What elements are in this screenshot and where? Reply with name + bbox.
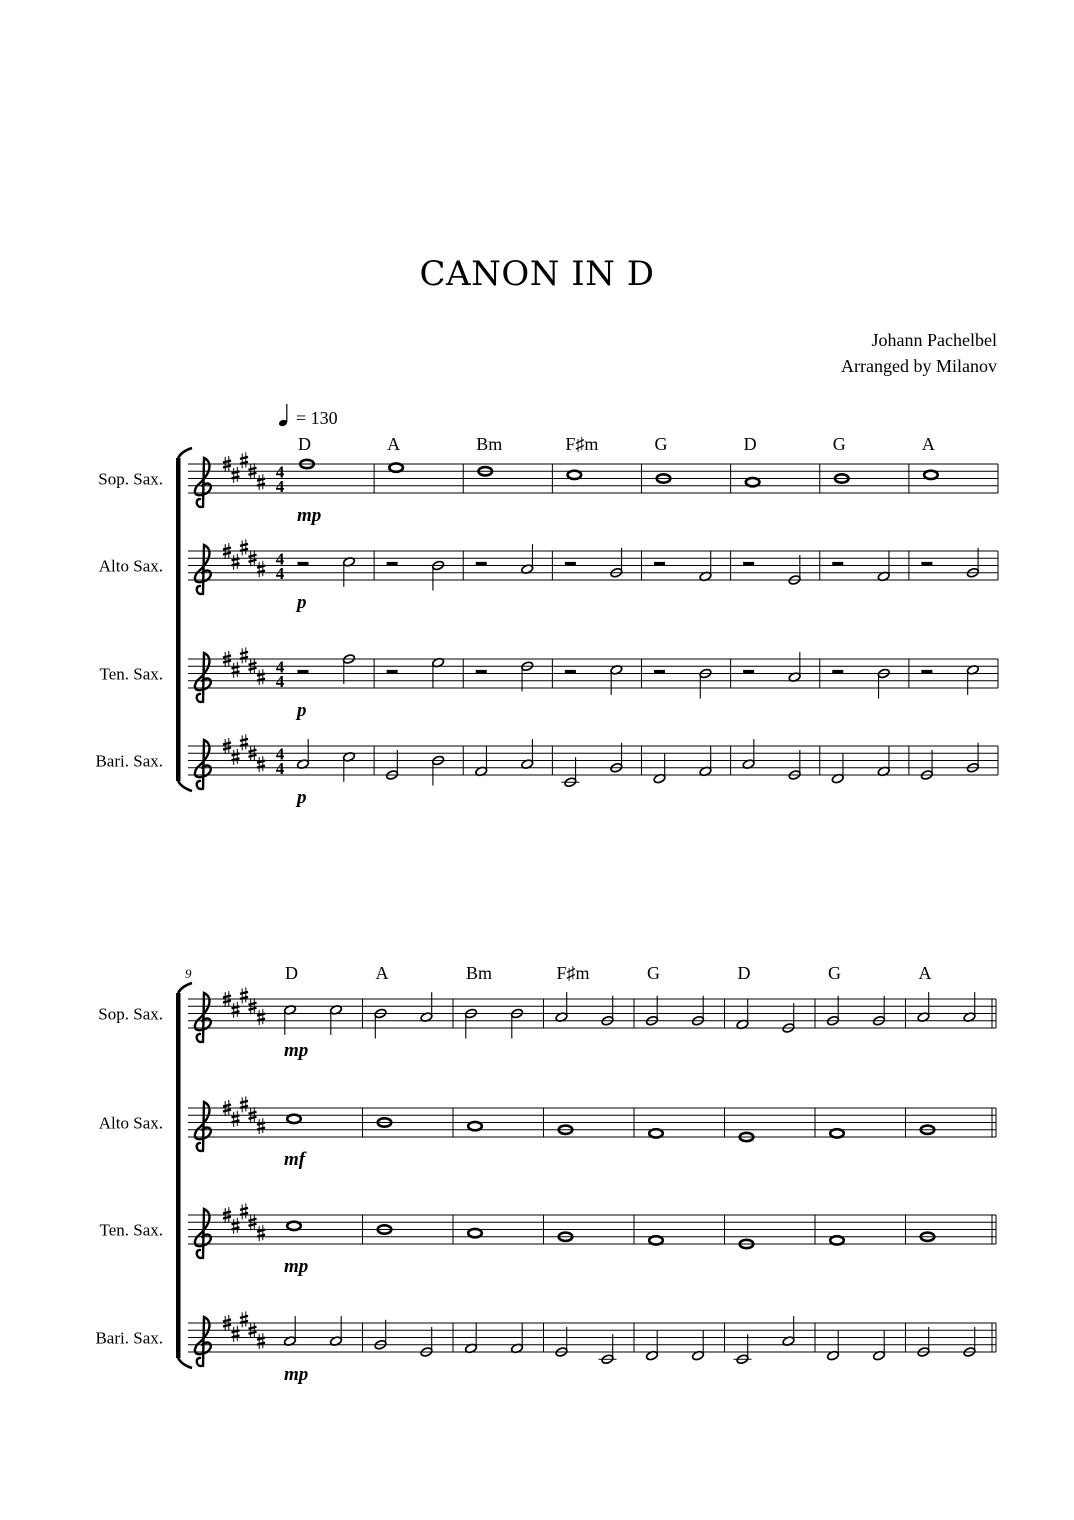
dynamic-marking: mp [297, 505, 322, 526]
sharp-bar [240, 1316, 248, 1318]
sharp-icon [232, 467, 240, 483]
time-signature-bottom: 4 [275, 564, 285, 583]
chord-symbol: D [298, 434, 311, 454]
half-rest-icon [387, 670, 398, 674]
sharp-bar [223, 1320, 231, 1322]
sharp-bar [223, 996, 231, 998]
chord-symbol: D [737, 963, 751, 983]
sharp-bar [223, 1212, 231, 1214]
treble-clef-icon [195, 458, 211, 507]
bracket-bottom-hook [178, 781, 192, 791]
sharp-icon [232, 1326, 240, 1342]
staff-4 [95, 734, 998, 808]
instrument-label: Ten. Sax. [99, 664, 163, 684]
sharp-bar [240, 652, 248, 654]
sharp-bar [249, 755, 257, 757]
chord-symbol: G [832, 434, 846, 454]
sharp-bar [223, 1105, 231, 1107]
treble-clef-icon [195, 1102, 211, 1151]
sharp-bar [223, 748, 231, 750]
sharp-bar [249, 1219, 257, 1221]
whole-note [468, 1229, 482, 1237]
bracket-top-hook [178, 983, 192, 993]
instrument-label: Sop. Sax. [98, 469, 163, 489]
system-1 [95, 434, 998, 808]
sharp-bar [249, 1224, 257, 1226]
sharp-bar [249, 1008, 257, 1010]
tempo-value: = 130 [296, 408, 338, 428]
whole-note [287, 1222, 301, 1230]
whole-note [924, 471, 938, 479]
sharp-icon [232, 1111, 240, 1127]
sharp-bar [249, 1117, 257, 1119]
half-rest-icon [921, 670, 932, 674]
half-rest-icon [832, 670, 843, 674]
instrument-label: Bari. Sax. [95, 1328, 163, 1348]
chord-symbol: G [828, 963, 841, 983]
sharp-bar [249, 663, 257, 665]
sharp-bar [223, 461, 231, 463]
whole-note [746, 478, 760, 486]
staff-2 [99, 539, 998, 613]
chord-symbol: Bm [466, 963, 493, 983]
sharp-bar [249, 555, 257, 557]
system-bracket [176, 993, 181, 1358]
dynamic-marking: mp [284, 1256, 309, 1277]
time-signature-top: 4 [275, 744, 285, 764]
treble-clef-icon [195, 545, 211, 594]
tempo-marking [278, 404, 338, 428]
sharp-icon [232, 554, 240, 570]
half-rest-icon [654, 670, 665, 674]
sharp-bar [223, 553, 231, 555]
chord-symbol: G [654, 434, 668, 454]
time-signature-top: 4 [275, 657, 285, 677]
chord-symbol: A [387, 434, 401, 454]
score-title: CANON IN D [419, 254, 655, 294]
staff-1 [98, 452, 998, 526]
sharp-bar [249, 468, 257, 470]
sharp-bar [249, 668, 257, 670]
whole-note [568, 471, 582, 479]
sharp-bar [223, 661, 231, 663]
half-rest-icon [476, 562, 487, 566]
composer-name: Johann Pachelbel [871, 330, 997, 350]
chord-symbol: F♯m [565, 434, 599, 454]
sharp-bar [223, 548, 231, 550]
system-bracket [176, 458, 181, 781]
sharp-bar [223, 743, 231, 745]
staff-4 [95, 1311, 996, 1385]
sharp-icon [232, 1002, 240, 1018]
half-rest-icon [565, 562, 576, 566]
sharp-bar [223, 466, 231, 468]
sharp-bar [249, 473, 257, 475]
half-rest-icon [832, 562, 843, 566]
half-rest-icon [743, 670, 754, 674]
chord-symbol: Bm [476, 434, 503, 454]
time-signature-top: 4 [275, 549, 285, 569]
sharp-icon [257, 561, 265, 577]
sharp-icon [240, 987, 248, 1003]
staff-2 [99, 1096, 996, 1170]
sharp-bar [240, 1208, 248, 1210]
instrument-label: Alto Sax. [98, 1113, 163, 1133]
measure-number: 9 [185, 966, 192, 981]
arranger-credit: Arranged by Milanov [841, 356, 997, 376]
sharp-icon [240, 1096, 248, 1112]
half-rest-icon [298, 562, 309, 566]
dynamic-marking: mp [284, 1364, 309, 1385]
whole-note [468, 1122, 482, 1130]
half-rest-icon [565, 670, 576, 674]
half-rest-icon [476, 670, 487, 674]
sharp-bar [223, 656, 231, 658]
sharp-icon [240, 647, 248, 663]
instrument-label: Ten. Sax. [99, 1220, 163, 1240]
sharp-bar [249, 1327, 257, 1329]
half-rest-icon [387, 562, 398, 566]
sharp-icon [232, 749, 240, 765]
sharp-icon [240, 734, 248, 750]
chord-symbol: A [918, 963, 932, 983]
treble-clef-icon [195, 740, 211, 789]
sharp-bar [223, 1325, 231, 1327]
chord-symbol: A [375, 963, 389, 983]
sharp-icon [232, 1218, 240, 1234]
sharp-icon [240, 1203, 248, 1219]
treble-clef-icon [195, 993, 211, 1042]
sharp-icon [257, 1225, 265, 1241]
bracket-top-hook [178, 448, 192, 458]
sharp-icon [257, 1118, 265, 1134]
half-rest-icon [743, 562, 754, 566]
dynamic-marking: p [297, 592, 307, 613]
dynamic-marking: mp [284, 1040, 309, 1061]
dynamic-marking: mf [284, 1149, 306, 1170]
sharp-icon [240, 539, 248, 555]
half-rest-icon [298, 670, 309, 674]
sharp-bar [240, 1101, 248, 1103]
treble-clef-icon [195, 1317, 211, 1366]
sharp-bar [249, 1003, 257, 1005]
system-2 [95, 963, 996, 1385]
sharp-icon [240, 1311, 248, 1327]
sharp-icon [232, 662, 240, 678]
dynamic-marking: p [297, 787, 307, 808]
time-signature-bottom: 4 [275, 477, 285, 496]
dynamic-marking: p [297, 700, 307, 721]
sharp-bar [249, 560, 257, 562]
whole-note [649, 1236, 663, 1244]
sharp-bar [249, 1332, 257, 1334]
sharp-bar [240, 457, 248, 459]
sharp-bar [223, 1001, 231, 1003]
time-signature-top: 4 [275, 462, 285, 482]
sharp-bar [240, 992, 248, 994]
whole-note [389, 463, 403, 471]
staff-3 [100, 647, 999, 721]
chord-symbol: D [743, 434, 757, 454]
sharp-bar [249, 1112, 257, 1114]
half-rest-icon [921, 562, 932, 566]
sharp-bar [223, 1110, 231, 1112]
treble-clef-icon [195, 653, 211, 702]
chord-symbol: F♯m [556, 963, 590, 983]
whole-note [830, 1129, 844, 1137]
whole-note [649, 1129, 663, 1137]
instrument-label: Sop. Sax. [98, 1004, 163, 1024]
chord-symbol: D [285, 963, 298, 983]
instrument-label: Bari. Sax. [95, 751, 163, 771]
sharp-bar [240, 544, 248, 546]
instrument-label: Alto Sax. [98, 556, 163, 576]
chord-symbol: A [921, 434, 935, 454]
sharp-icon [257, 756, 265, 772]
sharp-icon [257, 474, 265, 490]
sharp-icon [257, 1009, 265, 1025]
treble-clef-icon [195, 1209, 211, 1258]
whole-note [830, 1236, 844, 1244]
sharp-icon [257, 1333, 265, 1349]
staff-3 [100, 1203, 997, 1277]
staff-1 [98, 987, 996, 1061]
sharp-bar [240, 739, 248, 741]
time-signature-bottom: 4 [275, 759, 285, 778]
sharp-bar [249, 750, 257, 752]
sharp-bar [223, 1217, 231, 1219]
sharp-icon [257, 669, 265, 685]
whole-note [287, 1115, 301, 1123]
time-signature-bottom: 4 [275, 672, 285, 691]
half-rest-icon [654, 562, 665, 566]
chord-symbol: G [647, 963, 660, 983]
sharp-icon [240, 452, 248, 468]
bracket-bottom-hook [178, 1358, 192, 1368]
